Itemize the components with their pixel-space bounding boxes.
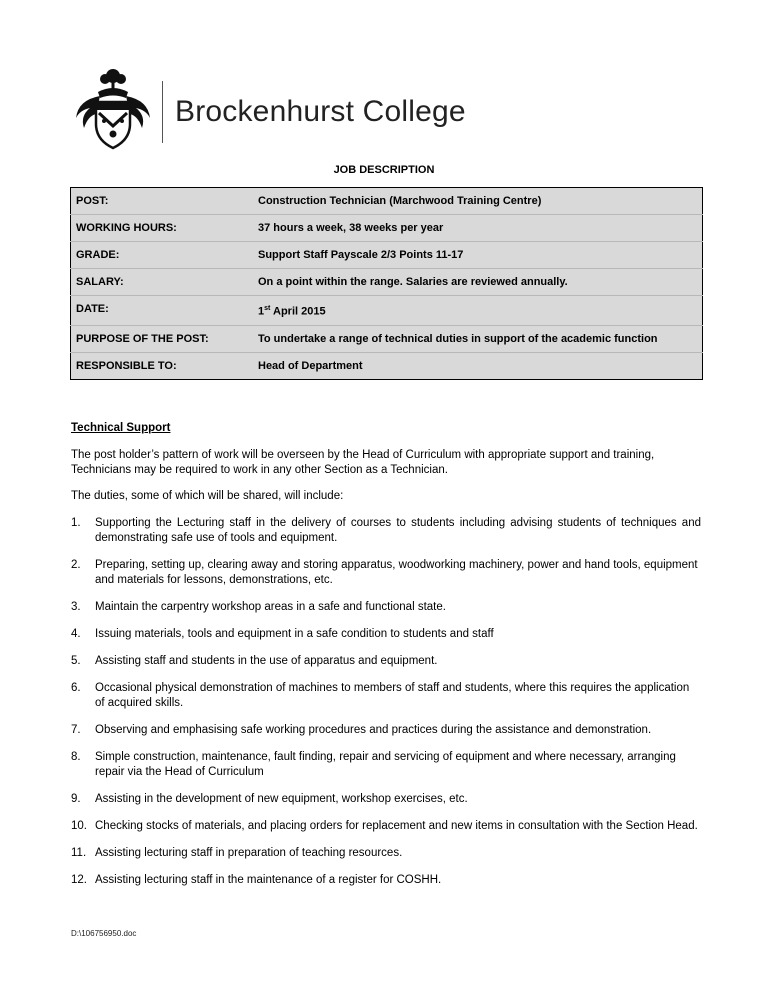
info-row-date [71,296,703,326]
duty-number: 1. [71,517,81,529]
intro-paragraph: The post holder’s pattern of work will be overseen by the Head of Curriculum with appropriate support and training, Technicians may be required to work in any other Section as a Technician. [71,449,655,476]
info-label: RESPONSIBLE TO: [71,352,254,379]
duty-number: 10. [71,820,87,832]
info-row-purpose [71,325,703,352]
duty-number: 8. [71,751,81,763]
duty-number: 2. [71,559,81,571]
info-value: 37 hours a week, 38 weeks per year [253,215,703,242]
info-row-grade [71,242,703,269]
duty-text: Occasional physical demonstration of machines to members of staff and students, where this requires the application of acquired skills. [95,682,690,709]
info-value: On a point within the range. Salaries are reviewed annually. [253,269,703,296]
duty-item [71,627,701,642]
info-value: Support Staff Payscale 2/3 Points 11-17 [253,242,703,269]
duty-text: Maintain the carpentry workshop areas in a safe and functional state. [95,601,446,613]
duty-text: Supporting the Lecturing staff in the delivery of courses to students including advising students of techniques and demonstrating safe use of tools and equipment. [95,517,701,544]
duty-item [71,723,701,738]
college-crest-icon [70,66,156,158]
info-value: Construction Technician (Marchwood Training Centre) [258,195,542,207]
duty-text: Assisting lecturing staff in the maintenance of a register for COSHH. [95,874,442,886]
duty-number: 11. [71,847,87,859]
duty-text: Checking stocks of materials, and placing orders for replacement and new items in consultation with the Section Head. [95,820,698,832]
duty-item [71,873,701,888]
duty-number: 3. [71,601,81,613]
duty-number: 6. [71,682,81,694]
duty-number: 5. [71,655,81,667]
info-label: GRADE: [71,242,254,269]
duty-item [71,846,701,861]
date-day: 1 [258,305,265,318]
footer-file-path: D:\106756950.doc [71,929,137,938]
duty-text: Assisting lecturing staff in preparation of teaching resources. [95,847,403,859]
info-row-responsible-to [71,352,703,379]
job-info-table [70,187,703,380]
info-label: POST: [76,195,109,207]
duty-item [71,819,701,834]
info-label: SALARY: [71,269,254,296]
college-logo [70,66,466,158]
duty-item [71,600,701,615]
duty-item [71,654,701,669]
duty-text: Observing and emphasising safe working procedures and practices during the assistance and demonstration. [95,724,652,736]
info-label: WORKING HOURS: [71,215,254,242]
duty-number: 7. [71,724,81,736]
duty-item [71,681,701,711]
document-title: JOB DESCRIPTION [333,164,435,176]
info-value: Head of Department [253,352,703,379]
date-month-year: April 2015 [270,305,326,318]
duties-list [71,516,701,900]
duty-item [71,792,701,807]
info-value: To undertake a range of technical duties in support of the academic function [253,325,703,352]
info-label: DATE: [71,296,254,326]
date-ordinal: st [264,305,271,312]
duty-item [71,558,701,588]
duty-text: Assisting staff and students in the use of apparatus and equipment. [95,655,438,667]
duty-item [71,750,701,780]
duty-number: 9. [71,793,81,805]
info-value [253,296,703,326]
info-row-salary [71,269,703,296]
info-row-post [71,188,703,215]
info-row-working-hours [71,215,703,242]
duty-number: 12. [71,874,87,886]
college-name: Brockenhurst College [175,95,466,128]
logo-divider [162,81,163,143]
duty-item [71,516,701,546]
section-title: Technical Support [71,422,171,434]
info-label: PURPOSE OF THE POST: [71,325,254,352]
duties-intro: The duties, some of which will be shared, will include: [71,490,344,502]
duty-text: Simple construction, maintenance, fault finding, repair and servicing of equipment and where necessary, arranging repair via the Head of Curriculum [95,751,676,778]
duty-text: Preparing, setting up, clearing away and storing apparatus, woodworking machinery, power and hand tools, equipment and materials for lessons, demonstrations, etc. [95,559,698,586]
duty-number: 4. [71,628,81,640]
duty-text: Assisting in the development of new equipment, workshop exercises, etc. [95,793,468,805]
duty-text: Issuing materials, tools and equipment in a safe condition to students and staff [95,628,494,640]
